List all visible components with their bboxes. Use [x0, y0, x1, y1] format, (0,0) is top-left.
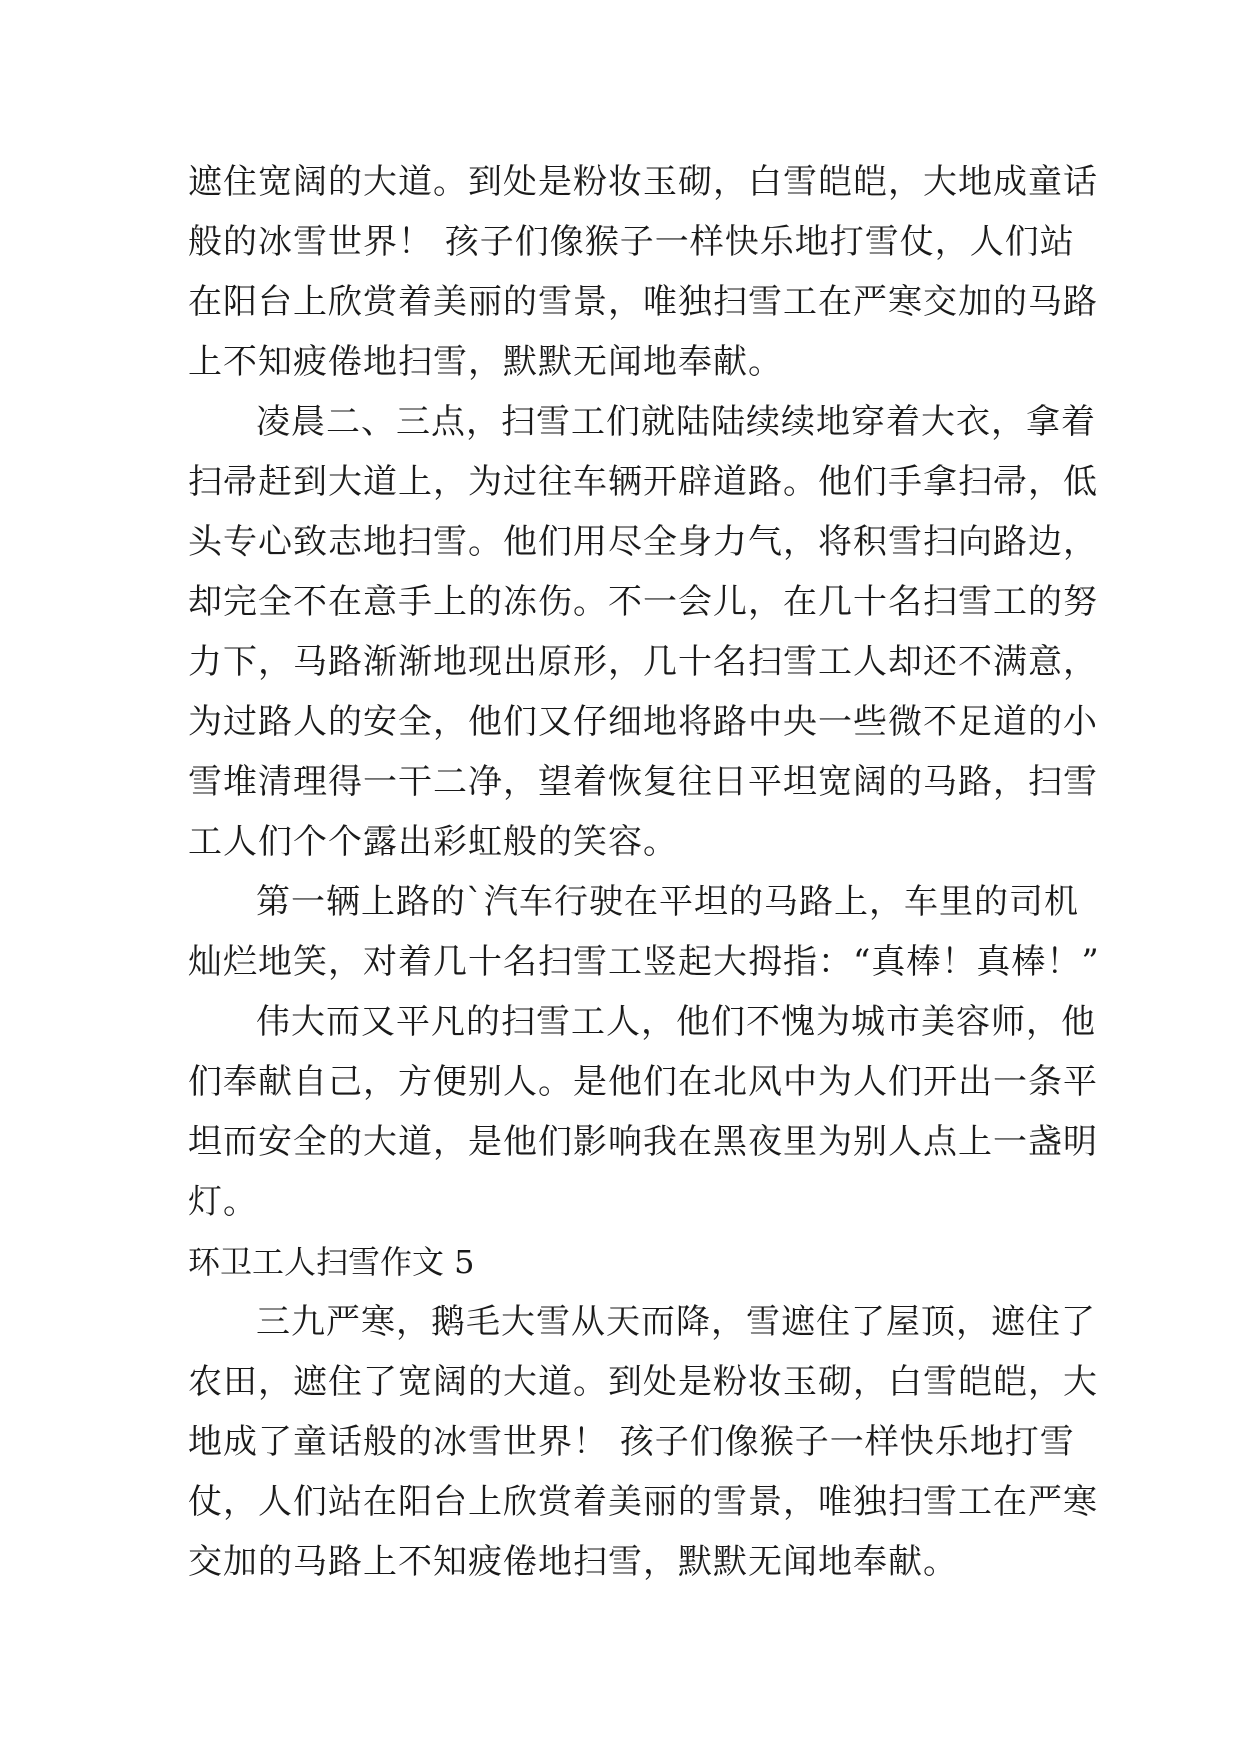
text-line: 伟大而又平凡的扫雪工人，他们不愧为城市美容师，他 [256, 1002, 1096, 1042]
text-line: 工人们个个露出彩虹般的笑容。 [188, 822, 678, 862]
text-line: 地成了童话般的冰雪世界！ 孩子们像猴子一样快乐地打雪 [188, 1422, 1075, 1462]
text-line: 般的冰雪世界！ 孩子们像猴子一样快乐地打雪仗，人们站 [188, 222, 1075, 262]
text-line: 灿烂地笑，对着几十名扫雪工竖起大拇指：“真棒！真棒！” [188, 942, 1100, 982]
text-line: 交加的马路上不知疲倦地扫雪，默默无闻地奉献。 [188, 1542, 958, 1582]
text-line: 力下，马路渐渐地现出原形，几十名扫雪工人却还不满意， [188, 642, 1098, 682]
section-heading: 环卫工人扫雪作文 5 [188, 1243, 475, 1281]
text-line: 上不知疲倦地扫雪，默默无闻地奉献。 [188, 342, 783, 382]
text-line: 第一辆上路的`汽车行驶在平坦的马路上，车里的司机 [256, 882, 1079, 922]
text-line: 在阳台上欣赏着美丽的雪景，唯独扫雪工在严寒交加的马路 [188, 282, 1098, 322]
document-page [188, 152, 1100, 1592]
text-line: 头专心致志地扫雪。他们用尽全身力气，将积雪扫向路边， [188, 522, 1098, 562]
text-line: 却完全不在意手上的冻伤。不一会儿，在几十名扫雪工的努 [188, 582, 1098, 622]
text-line: 坦而安全的大道，是他们影响我在黑夜里为别人点上一盏明 [188, 1122, 1098, 1162]
text-line: 凌晨二、三点，扫雪工们就陆陆续续地穿着大衣，拿着 [256, 402, 1096, 442]
paragraph-2 [188, 392, 1098, 872]
text-line: 三九严寒，鹅毛大雪从天而降，雪遮住了屋顶，遮住了 [256, 1302, 1096, 1342]
text-line: 仗，人们站在阳台上欣赏着美丽的雪景，唯独扫雪工在严寒 [188, 1482, 1098, 1522]
paragraph-5 [188, 1292, 1098, 1592]
paragraph-3 [188, 872, 1100, 992]
text-line: 遮住宽阔的大道。到处是粉妆玉砌，白雪皑皑，大地成童话 [188, 162, 1098, 202]
text-line: 雪堆清理得一干二净，望着恢复往日平坦宽阔的马路，扫雪 [188, 762, 1098, 802]
text-line: 为过路人的安全，他们又仔细地将路中央一些微不足道的小 [188, 702, 1098, 742]
text-line: 们奉献自己，方便别人。是他们在北风中为人们开出一条平 [188, 1062, 1098, 1102]
text-line: 农田，遮住了宽阔的大道。到处是粉妆玉砌，白雪皑皑，大 [188, 1362, 1098, 1402]
text-line: 扫帚赶到大道上，为过往车辆开辟道路。他们手拿扫帚，低 [188, 462, 1098, 502]
paragraph-4 [188, 992, 1098, 1232]
paragraph-1 [188, 152, 1098, 392]
text-line: 灯。 [188, 1182, 258, 1222]
